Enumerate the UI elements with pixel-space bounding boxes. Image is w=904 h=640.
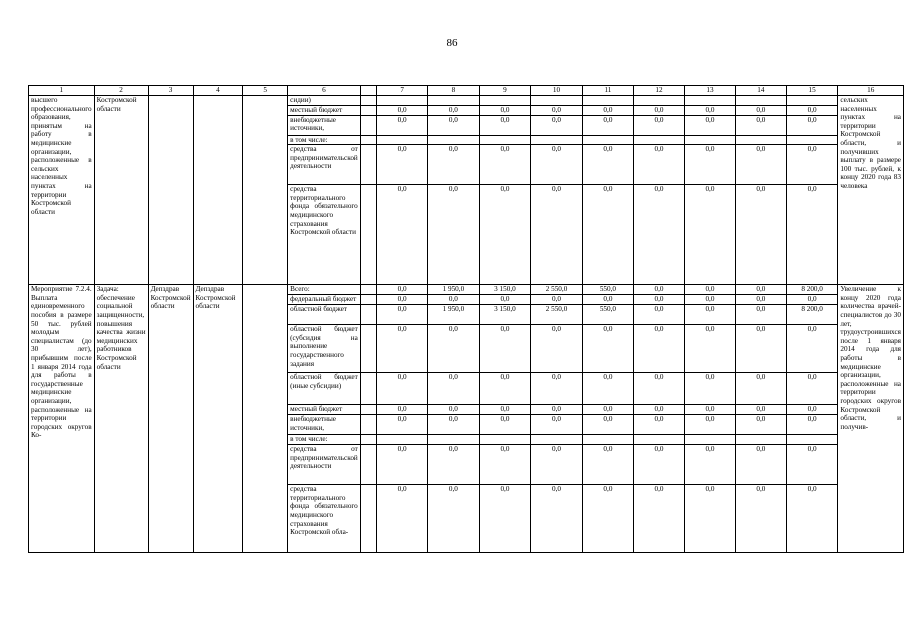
value-cell: 0,0 xyxy=(479,405,531,415)
funding-source-cell: сидии) xyxy=(288,96,361,106)
value-cell: 0,0 xyxy=(634,115,685,135)
header-cell: 8 xyxy=(428,86,480,96)
value-cell: 0,0 xyxy=(428,445,480,485)
value-cell: 0,0 xyxy=(786,445,838,485)
value-cell xyxy=(735,135,786,145)
value-cell xyxy=(531,96,583,106)
executor-cell xyxy=(148,96,193,285)
value-cell: 0,0 xyxy=(582,415,633,435)
value-cell: 0,0 xyxy=(684,485,735,553)
value-cell: 0,0 xyxy=(735,185,786,285)
value-cell xyxy=(684,135,735,145)
header-cell: 11 xyxy=(582,86,633,96)
value-cell: 2 550,0 xyxy=(531,305,583,325)
value-cell: 0,0 xyxy=(377,415,428,435)
blank-cell xyxy=(360,305,376,325)
value-cell: 0,0 xyxy=(377,445,428,485)
value-cell: 0,0 xyxy=(634,373,685,405)
funding-source-cell: средства от предпринимательской деятельности xyxy=(288,145,361,185)
header-cell: 15 xyxy=(786,86,838,96)
value-cell: 0,0 xyxy=(735,115,786,135)
blank-cell xyxy=(360,96,376,106)
value-cell: 0,0 xyxy=(634,105,685,115)
value-cell: 0,0 xyxy=(735,445,786,485)
value-cell: 0,0 xyxy=(786,415,838,435)
value-cell: 0,0 xyxy=(684,305,735,325)
header-cell: 6 xyxy=(288,86,361,96)
header-cell: 10 xyxy=(531,86,583,96)
value-cell: 0,0 xyxy=(582,405,633,415)
value-cell xyxy=(582,135,633,145)
funding-source-cell: внебюджетные источники, xyxy=(288,415,361,435)
value-cell: 0,0 xyxy=(582,485,633,553)
funding-source-cell: областной бюджет xyxy=(288,305,361,325)
value-cell: 0,0 xyxy=(428,145,480,185)
value-cell xyxy=(786,96,838,106)
value-cell: 0,0 xyxy=(479,325,531,373)
value-cell xyxy=(735,435,786,445)
funding-source-cell: внебюджетные источники, xyxy=(288,115,361,135)
value-cell: 0,0 xyxy=(531,415,583,435)
blank-cell xyxy=(360,445,376,485)
value-cell: 0,0 xyxy=(735,485,786,553)
header-cell: 7 xyxy=(377,86,428,96)
value-cell xyxy=(786,435,838,445)
value-cell xyxy=(582,435,633,445)
value-cell: 550,0 xyxy=(582,285,633,295)
value-cell: 0,0 xyxy=(684,415,735,435)
value-cell: 0,0 xyxy=(735,373,786,405)
blank-cell xyxy=(360,405,376,415)
value-cell: 0,0 xyxy=(735,285,786,295)
value-cell: 0,0 xyxy=(428,485,480,553)
value-cell: 0,0 xyxy=(479,185,531,285)
value-cell: 0,0 xyxy=(377,295,428,305)
value-cell: 0,0 xyxy=(377,373,428,405)
value-cell: 0,0 xyxy=(479,145,531,185)
funding-source-cell: в том числе: xyxy=(288,435,361,445)
value-cell: 0,0 xyxy=(786,105,838,115)
value-cell: 0,0 xyxy=(786,373,838,405)
blank-cell xyxy=(360,373,376,405)
value-cell: 0,0 xyxy=(479,373,531,405)
value-cell: 0,0 xyxy=(684,115,735,135)
value-cell: 0,0 xyxy=(634,485,685,553)
value-cell: 3 150,0 xyxy=(479,285,531,295)
header-cell: 14 xyxy=(735,86,786,96)
blank-cell xyxy=(360,135,376,145)
funding-source-cell: федеральный бюджет xyxy=(288,295,361,305)
value-cell: 0,0 xyxy=(377,145,428,185)
value-cell: 0,0 xyxy=(582,295,633,305)
value-cell: 0,0 xyxy=(786,145,838,185)
value-cell: 0,0 xyxy=(634,295,685,305)
value-cell: 0,0 xyxy=(428,295,480,305)
expected-result-cell: сельских населенных пунктах на территории Костромской области, и получивших выплату в размере 100 тыс. рублей, к концу 2020 года 83 человека xyxy=(838,96,904,285)
value-cell: 0,0 xyxy=(582,105,633,115)
value-cell: 0,0 xyxy=(582,445,633,485)
value-cell: 550,0 xyxy=(582,305,633,325)
value-cell: 0,0 xyxy=(634,405,685,415)
value-cell: 0,0 xyxy=(735,405,786,415)
value-cell: 0,0 xyxy=(684,145,735,185)
value-cell: 0,0 xyxy=(735,415,786,435)
header-cell: 5 xyxy=(243,86,288,96)
page-number: 86 xyxy=(446,37,458,49)
value-cell: 0,0 xyxy=(531,115,583,135)
value-cell: 0,0 xyxy=(377,305,428,325)
value-cell: 0,0 xyxy=(684,373,735,405)
value-cell: 0,0 xyxy=(582,373,633,405)
value-cell: 0,0 xyxy=(582,325,633,373)
value-cell: 3 150,0 xyxy=(479,305,531,325)
value-cell: 0,0 xyxy=(531,405,583,415)
value-cell: 0,0 xyxy=(479,105,531,115)
value-cell: 0,0 xyxy=(582,185,633,285)
column5-cell xyxy=(243,96,288,285)
blank-cell xyxy=(360,145,376,185)
value-cell: 0,0 xyxy=(786,485,838,553)
value-cell: 0,0 xyxy=(377,405,428,415)
value-cell: 8 200,0 xyxy=(786,305,838,325)
value-cell: 0,0 xyxy=(634,185,685,285)
value-cell: 0,0 xyxy=(634,325,685,373)
value-cell xyxy=(684,435,735,445)
value-cell: 0,0 xyxy=(786,185,838,285)
value-cell: 0,0 xyxy=(531,485,583,553)
funding-source-cell: областной бюджет (иные субсидии) xyxy=(288,373,361,405)
funding-source-cell: в том числе: xyxy=(288,135,361,145)
value-cell: 0,0 xyxy=(531,373,583,405)
budget-table xyxy=(28,85,904,553)
value-cell: 0,0 xyxy=(377,185,428,285)
value-cell: 0,0 xyxy=(377,325,428,373)
value-cell xyxy=(377,96,428,106)
value-cell: 0,0 xyxy=(428,325,480,373)
blank-cell xyxy=(360,295,376,305)
value-cell: 0,0 xyxy=(479,295,531,305)
blank-cell xyxy=(360,435,376,445)
expected-result-cell: Увеличение к концу 2020 года количества врачей-специалистов до 30 лет, трудоустроившихся после 1 января 2014 года для работы в медицинские организации, расположенные на территории городских округов Костромской области, и получив- xyxy=(838,285,904,553)
header-row xyxy=(29,86,904,96)
value-cell xyxy=(735,96,786,106)
funding-source-cell: средства территориального фонда обязательного медицинского страхования Костромской обла- xyxy=(288,485,361,553)
value-cell: 0,0 xyxy=(634,145,685,185)
value-cell: 0,0 xyxy=(428,115,480,135)
value-cell: 0,0 xyxy=(531,445,583,485)
header-cell: 3 xyxy=(148,86,193,96)
value-cell xyxy=(634,96,685,106)
value-cell: 0,0 xyxy=(479,485,531,553)
value-cell: 0,0 xyxy=(428,185,480,285)
value-cell: 0,0 xyxy=(377,285,428,295)
value-cell xyxy=(634,435,685,445)
value-cell: 0,0 xyxy=(428,405,480,415)
value-cell xyxy=(786,135,838,145)
value-cell: 0,0 xyxy=(684,285,735,295)
value-cell: 0,0 xyxy=(377,115,428,135)
blank-cell xyxy=(360,115,376,135)
blank-cell xyxy=(360,485,376,553)
value-cell xyxy=(531,135,583,145)
value-cell: 0,0 xyxy=(786,325,838,373)
value-cell: 0,0 xyxy=(634,285,685,295)
value-cell xyxy=(428,135,480,145)
value-cell: 0,0 xyxy=(735,105,786,115)
value-cell: 0,0 xyxy=(634,305,685,325)
value-cell: 0,0 xyxy=(377,105,428,115)
value-cell: 0,0 xyxy=(684,445,735,485)
executor-cell: Депздрав Костромской области xyxy=(148,285,193,553)
funding-source-cell: областной бюджет (субсидия на выполнение государственного задания xyxy=(288,325,361,373)
funding-source-cell: средства от предпринимательской деятельности xyxy=(288,445,361,485)
value-cell: 0,0 xyxy=(735,145,786,185)
table-row xyxy=(29,96,904,106)
value-cell xyxy=(428,96,480,106)
value-cell xyxy=(684,96,735,106)
participant-cell: Депздрав Костромской области xyxy=(193,285,243,553)
value-cell: 0,0 xyxy=(735,305,786,325)
value-cell xyxy=(634,135,685,145)
value-cell xyxy=(377,435,428,445)
value-cell xyxy=(582,96,633,106)
value-cell: 0,0 xyxy=(735,325,786,373)
value-cell: 0,0 xyxy=(531,145,583,185)
funding-source-cell: местный бюджет xyxy=(288,105,361,115)
header-cell: 12 xyxy=(634,86,685,96)
value-cell: 0,0 xyxy=(531,185,583,285)
header-cell: 4 xyxy=(193,86,243,96)
value-cell: 0,0 xyxy=(786,295,838,305)
value-cell xyxy=(479,135,531,145)
value-cell: 0,0 xyxy=(428,415,480,435)
header-cell xyxy=(360,86,376,96)
value-cell: 0,0 xyxy=(377,485,428,553)
value-cell xyxy=(479,96,531,106)
blank-cell xyxy=(360,185,376,285)
blank-cell xyxy=(360,415,376,435)
value-cell: 0,0 xyxy=(531,295,583,305)
value-cell xyxy=(479,435,531,445)
value-cell xyxy=(531,435,583,445)
value-cell xyxy=(377,135,428,145)
value-cell: 0,0 xyxy=(428,105,480,115)
value-cell: 1 950,0 xyxy=(428,305,480,325)
value-cell: 2 550,0 xyxy=(531,285,583,295)
header-cell: 2 xyxy=(94,86,148,96)
value-cell: 0,0 xyxy=(479,115,531,135)
header-cell: 1 xyxy=(29,86,95,96)
value-cell: 0,0 xyxy=(582,115,633,135)
column5-cell xyxy=(243,285,288,553)
measure-name-cell: Мероприятие 7.2.4. Выплата единовременного пособия в размере 50 тыс. рублей молодым специалистам (до 30 лет), прибывшим после 1 января 2014 года для работы в государственные медицинские организации, расположенные на территории городских округов Ко- xyxy=(29,285,95,553)
responsible-cell: Костромской области xyxy=(94,96,148,285)
blank-cell xyxy=(360,105,376,115)
funding-source-cell: местный бюджет xyxy=(288,405,361,415)
measure-name-cell: высшего профессионального образования, принятым на работу в медицинские организации, расположенные в сельских населенных пунктах на территории Костромской области xyxy=(29,96,95,285)
value-cell: 0,0 xyxy=(786,405,838,415)
value-cell: 0,0 xyxy=(634,445,685,485)
table-row xyxy=(29,285,904,295)
value-cell: 0,0 xyxy=(582,145,633,185)
value-cell: 0,0 xyxy=(479,415,531,435)
value-cell: 0,0 xyxy=(531,105,583,115)
value-cell: 0,0 xyxy=(634,415,685,435)
blank-cell xyxy=(360,285,376,295)
value-cell: 1 950,0 xyxy=(428,285,480,295)
header-cell: 16 xyxy=(838,86,904,96)
header-cell: 13 xyxy=(684,86,735,96)
blank-cell xyxy=(360,325,376,373)
task-cell: Задача: обеспечение социальной защищенности, повышения качества жизни медицинских работников Костромской области xyxy=(94,285,148,553)
funding-source-cell: средства территориального фонда обязательного медицинского страхования Костромской области xyxy=(288,185,361,285)
value-cell: 0,0 xyxy=(531,325,583,373)
value-cell: 0,0 xyxy=(428,373,480,405)
value-cell: 0,0 xyxy=(684,185,735,285)
value-cell: 0,0 xyxy=(684,325,735,373)
header-cell: 9 xyxy=(479,86,531,96)
value-cell: 0,0 xyxy=(684,295,735,305)
value-cell: 0,0 xyxy=(735,295,786,305)
participant-cell xyxy=(193,96,243,285)
value-cell: 0,0 xyxy=(684,405,735,415)
value-cell: 0,0 xyxy=(684,105,735,115)
funding-source-cell: Всего: xyxy=(288,285,361,295)
value-cell: 0,0 xyxy=(786,115,838,135)
value-cell: 0,0 xyxy=(479,445,531,485)
value-cell: 8 200,0 xyxy=(786,285,838,295)
value-cell xyxy=(428,435,480,445)
